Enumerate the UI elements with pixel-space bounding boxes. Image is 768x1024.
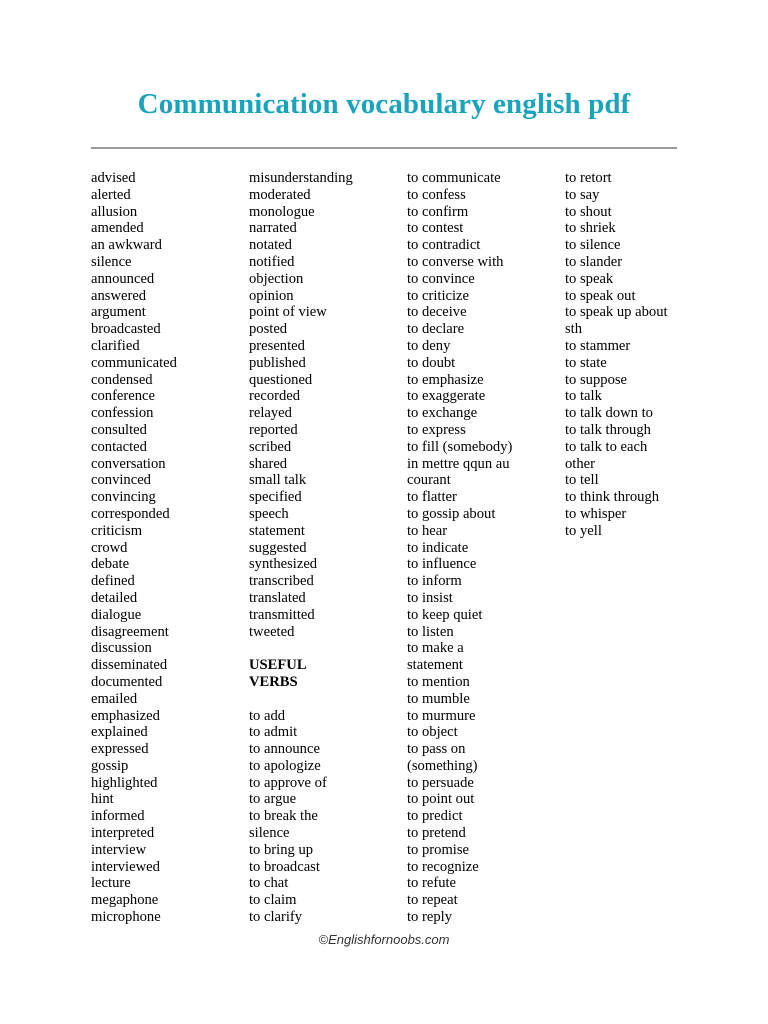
vocab-word: amended xyxy=(91,220,144,237)
vocab-word: to stammer xyxy=(565,337,631,354)
vocab-verb: to clarify xyxy=(249,909,303,926)
vocab-word: explained xyxy=(91,724,148,741)
vocab-word: highlighted xyxy=(91,774,158,791)
vocab-word: interview xyxy=(91,841,147,858)
vocab-word: to mumble xyxy=(407,690,470,707)
vocab-word: corresponded xyxy=(91,505,170,522)
vocab-verb: to add xyxy=(249,707,286,724)
vocab-word: detailed xyxy=(91,589,138,606)
vocab-word: questioned xyxy=(249,371,313,388)
vocab-verb: to argue xyxy=(249,791,297,808)
vocab-word: discussion xyxy=(91,640,152,657)
vocab-word: to express xyxy=(407,421,466,438)
vocabulary-column-3 xyxy=(407,170,512,926)
vocab-word: to speak up about xyxy=(565,304,668,321)
vocab-word: to contradict xyxy=(407,237,481,254)
vocab-word: shared xyxy=(249,455,288,472)
vocab-word: to doubt xyxy=(407,354,456,371)
vocab-word: to recognize xyxy=(407,858,479,875)
vocab-word: in mettre qqun au xyxy=(407,455,510,472)
vocab-word: contacted xyxy=(91,438,147,455)
vocab-word: to emphasize xyxy=(407,371,484,388)
vocab-word: to talk to each xyxy=(565,438,648,455)
vocab-word: statement xyxy=(249,522,305,539)
vocab-word: conference xyxy=(91,388,155,405)
vocab-word: to mention xyxy=(407,673,470,690)
vocab-word: to confess xyxy=(407,186,466,203)
vocab-verb: to break the xyxy=(249,808,318,825)
copyright-footer: ©Englishfornoobs.com xyxy=(318,932,450,947)
vocab-word: to speak out xyxy=(565,287,636,304)
vocab-word: to confirm xyxy=(407,203,469,220)
vocab-word: to tell xyxy=(565,472,599,489)
vocab-word: narrated xyxy=(249,220,297,237)
vocab-word: tweeted xyxy=(249,623,295,640)
vocab-word: misunderstanding xyxy=(249,170,353,186)
vocab-word: to pretend xyxy=(407,825,466,842)
vocab-word: microphone xyxy=(91,909,161,926)
vocab-word: conversation xyxy=(91,455,166,472)
vocab-word: published xyxy=(249,354,306,371)
section-heading: VERBS xyxy=(249,673,298,690)
vocab-word: documented xyxy=(91,673,163,690)
vocab-verb: to claim xyxy=(249,892,297,909)
vocab-verb: silence xyxy=(249,825,290,842)
vocab-word: alerted xyxy=(91,186,131,203)
vocab-verb: to apologize xyxy=(249,757,321,774)
vocab-word: broadcasted xyxy=(91,321,161,338)
vocab-word: to make a xyxy=(407,640,464,657)
vocab-word: silence xyxy=(91,253,132,270)
vocab-word: translated xyxy=(249,589,306,606)
vocab-word: monologue xyxy=(249,203,315,220)
vocab-word: interviewed xyxy=(91,858,160,875)
vocab-word: point of view xyxy=(249,304,327,321)
vocab-word: to communicate xyxy=(407,170,501,186)
vocab-word: relayed xyxy=(249,405,292,422)
vocab-word: to hear xyxy=(407,522,448,539)
vocab-word: debate xyxy=(91,556,130,573)
vocab-word: to murmure xyxy=(407,707,476,724)
vocab-word: reported xyxy=(249,421,298,438)
vocab-word: to silence xyxy=(565,237,621,254)
vocab-word: convincing xyxy=(91,489,156,506)
vocab-word: to speak xyxy=(565,270,614,287)
vocab-word: confession xyxy=(91,405,154,422)
vocab-word: sth xyxy=(565,321,583,338)
vocab-word: to promise xyxy=(407,841,470,858)
vocab-word: to predict xyxy=(407,808,463,825)
page-title: Communication vocabulary english pdf xyxy=(137,88,631,120)
spacer xyxy=(249,640,353,657)
vocab-word: to reply xyxy=(407,909,452,926)
vocab-word: transmitted xyxy=(249,606,315,623)
vocab-word: notated xyxy=(249,237,292,254)
vocab-word: disagreement xyxy=(91,623,169,640)
vocab-word: to converse with xyxy=(407,253,504,270)
vocab-verb: to bring up xyxy=(249,841,314,858)
vocab-word: small talk xyxy=(249,472,307,489)
vocab-word: to declare xyxy=(407,321,465,338)
vocab-word: specified xyxy=(249,489,302,506)
vocab-word: scribed xyxy=(249,438,292,455)
spacer xyxy=(249,691,353,708)
vocabulary-column-2 xyxy=(249,170,353,926)
vocab-word: to flatter xyxy=(407,489,457,506)
vocab-word: answered xyxy=(91,287,147,304)
vocab-word: to exaggerate xyxy=(407,388,486,405)
vocab-word: to convince xyxy=(407,270,475,287)
vocab-word: statement xyxy=(407,657,463,674)
vocab-word: to contest xyxy=(407,220,464,237)
vocab-word: to talk down to xyxy=(565,405,653,422)
vocab-word: to keep quiet xyxy=(407,606,483,623)
vocab-word: disseminated xyxy=(91,657,168,674)
vocab-word: to deny xyxy=(407,337,451,354)
vocab-word: consulted xyxy=(91,421,147,438)
vocab-word: gossip xyxy=(91,757,129,774)
vocab-word: moderated xyxy=(249,186,311,203)
vocab-word: transcribed xyxy=(249,573,314,590)
vocab-word: defined xyxy=(91,573,135,590)
vocab-word: to point out xyxy=(407,791,475,808)
vocab-word: communicated xyxy=(91,354,177,371)
vocab-verb: to admit xyxy=(249,724,298,741)
vocab-word: to pass on xyxy=(407,741,466,758)
vocab-verb: to approve of xyxy=(249,774,327,791)
vocab-word: advised xyxy=(91,170,136,186)
vocab-word: to state xyxy=(565,354,607,371)
vocab-word: to listen xyxy=(407,623,454,640)
vocab-word: to fill (somebody) xyxy=(407,438,513,455)
vocab-word: synthesized xyxy=(249,556,318,573)
vocab-word: interpreted xyxy=(91,825,155,842)
vocab-word: objection xyxy=(249,270,304,287)
vocab-word: opinion xyxy=(249,287,294,304)
vocab-word: to whisper xyxy=(565,505,627,522)
vocab-word: emphasized xyxy=(91,707,160,724)
vocab-word: to say xyxy=(565,186,600,203)
vocab-word: emailed xyxy=(91,690,138,707)
vocab-word: allusion xyxy=(91,203,138,220)
vocab-word: presented xyxy=(249,337,305,354)
vocab-word: dialogue xyxy=(91,606,142,623)
vocab-word: to slander xyxy=(565,253,623,270)
vocab-word: (something) xyxy=(407,757,478,774)
vocab-verb: to chat xyxy=(249,875,289,892)
vocab-word: to exchange xyxy=(407,405,478,422)
vocab-word: convinced xyxy=(91,472,151,489)
vocab-word: to inform xyxy=(407,573,462,590)
vocab-word: recorded xyxy=(249,388,301,405)
vocab-word: to retort xyxy=(565,170,612,186)
vocab-verb: to announce xyxy=(249,741,320,758)
vocab-word: to talk xyxy=(565,388,602,405)
vocab-word: expressed xyxy=(91,741,149,758)
vocab-word: to gossip about xyxy=(407,505,496,522)
vocab-word: to deceive xyxy=(407,304,467,321)
vocab-word: to refute xyxy=(407,875,457,892)
vocab-word: to influence xyxy=(407,556,477,573)
vocab-word: to object xyxy=(407,724,458,741)
vocabulary-column-1 xyxy=(91,170,177,926)
vocab-word: posted xyxy=(249,321,288,338)
vocab-word: to criticize xyxy=(407,287,469,304)
vocab-word: crowd xyxy=(91,539,128,556)
vocab-word: other xyxy=(565,455,595,472)
title-divider xyxy=(91,147,677,149)
vocab-word: courant xyxy=(407,472,451,489)
vocab-word: speech xyxy=(249,505,289,522)
vocab-word: to talk through xyxy=(565,421,651,438)
vocabulary-column-4 xyxy=(565,170,668,540)
vocab-word: to suppose xyxy=(565,371,628,388)
vocab-word: condensed xyxy=(91,371,153,388)
vocab-word: to think through xyxy=(565,489,660,506)
vocab-word: hint xyxy=(91,791,114,808)
vocab-word: to indicate xyxy=(407,539,469,556)
vocab-verb: to broadcast xyxy=(249,858,320,875)
section-heading: USEFUL xyxy=(249,657,307,674)
vocab-word: notified xyxy=(249,253,295,270)
vocab-word: to persuade xyxy=(407,774,474,791)
vocab-word: an awkward xyxy=(91,237,162,254)
vocab-word: argument xyxy=(91,304,146,321)
vocab-word: to yell xyxy=(565,522,602,539)
vocab-word: to repeat xyxy=(407,892,458,909)
vocab-word: informed xyxy=(91,808,145,825)
vocab-word: megaphone xyxy=(91,892,159,909)
vocab-word: lecture xyxy=(91,875,131,892)
vocab-word: to shout xyxy=(565,203,612,220)
vocab-word: suggested xyxy=(249,539,307,556)
vocab-word: announced xyxy=(91,270,155,287)
vocab-word: criticism xyxy=(91,522,143,539)
vocab-word: to insist xyxy=(407,589,453,606)
vocab-word: to shriek xyxy=(565,220,616,237)
vocab-word: clarified xyxy=(91,337,140,354)
